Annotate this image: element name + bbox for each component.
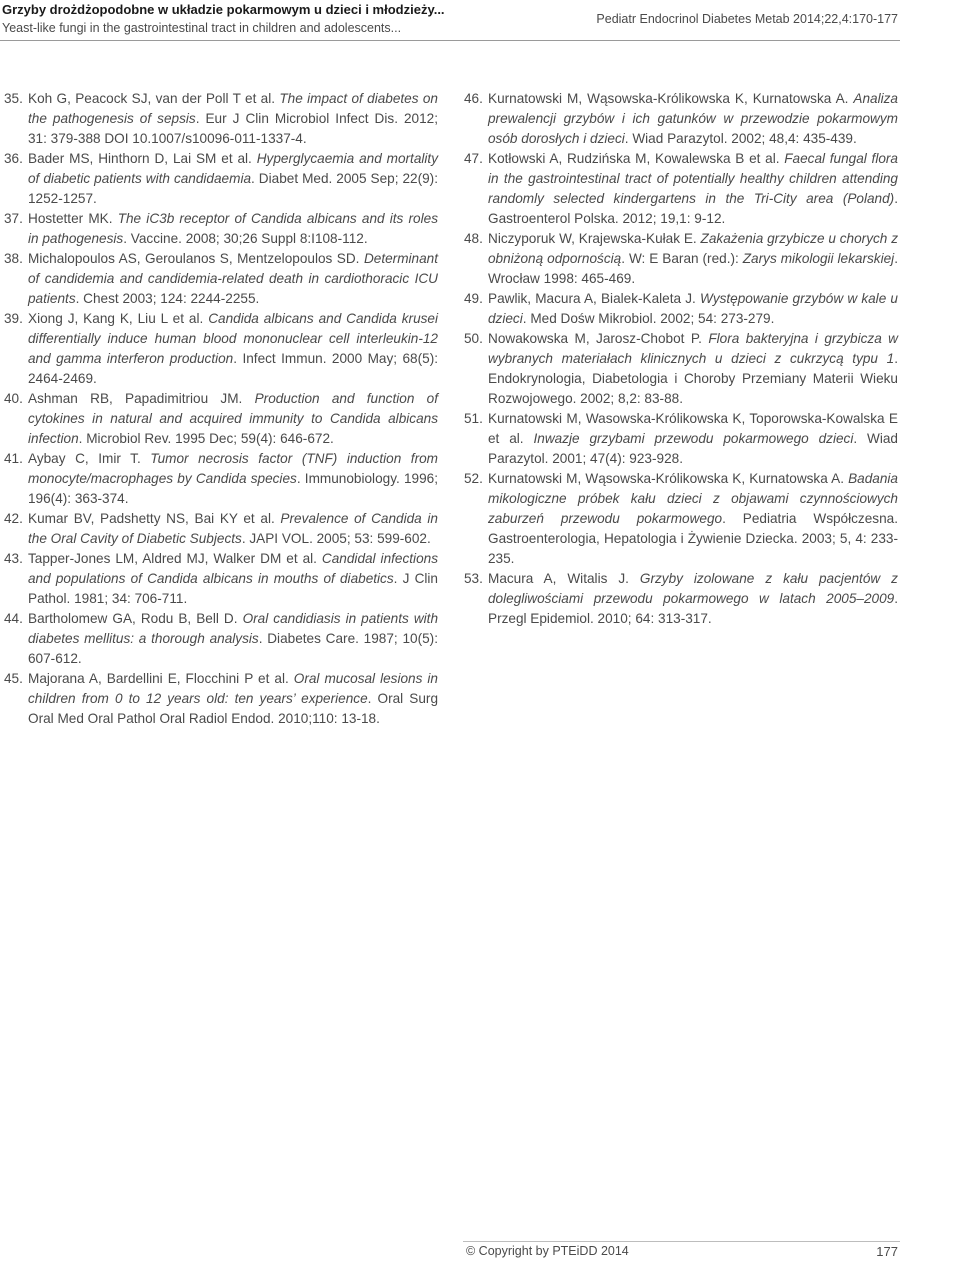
reference-source: . Microbiol Rev. 1995 Dec; 59(4): 646-672. <box>78 431 334 446</box>
reference-number: 49. <box>464 291 483 306</box>
reference-number: 40. <box>4 391 23 406</box>
reference-title: Hyperglycaemia and mortality of diabetic patients with candidaemia <box>28 151 439 186</box>
reference-item <box>4 389 438 449</box>
reference-authors: Koh G, Peacock SJ, van der Poll T et al. <box>28 91 280 106</box>
reference-number: 50. <box>464 331 483 346</box>
reference-source: . Immunobiology. 1996; 196(4): 363-374. <box>28 471 438 506</box>
reference-source: . Diabet Med. 2005 Sep; 22(9): 1252-1257. <box>28 171 438 206</box>
reference-authors: Bartholomew GA, Rodu B, Bell D. <box>28 611 243 626</box>
reference-item <box>4 449 438 509</box>
reference-source: . Diabetes Care. 1987; 10(5): 607-612. <box>28 631 438 666</box>
reference-source: . Wiad Parazytol. 2001; 47(4): 923-928. <box>488 431 898 466</box>
reference-number: 52. <box>464 471 483 486</box>
reference-title: The impact of diabetes on the pathogenesis of sepsis <box>28 91 438 126</box>
reference-title: Badania mikologiczne próbek kału dzieci z objawami czynnościowych zaburzeń przewodu pokarmowego <box>488 471 898 526</box>
reference-title: Występowanie grzybów w kale u dzieci <box>488 291 898 326</box>
reference-title: Oral candidiasis in patients with diabetes mellitus: a thorough analysis <box>28 611 438 646</box>
reference-item <box>464 469 898 569</box>
reference-number: 38. <box>4 251 23 266</box>
reference-number: 42. <box>4 511 23 526</box>
reference-authors: Macura A, Witalis J. <box>488 571 640 586</box>
reference-title: The iC3b receptor of Candida albicans and its roles in pathogenesis <box>28 211 438 246</box>
reference-authors: Niczyporuk W, Krajewska-Kułak E. <box>488 231 701 246</box>
journal-citation: Pediatr Endocrinol Diabetes Metab 2014;22,4:170-177 <box>596 12 898 26</box>
reference-item <box>4 149 438 209</box>
reference-source: . Oral Surg Oral Med Oral Pathol Oral Radiol Endod. 2010;110: 13-18. <box>28 691 438 726</box>
copyright-notice: © Copyright by PTEiDD 2014 <box>466 1244 629 1258</box>
reference-authors: Tapper-Jones LM, Aldred MJ, Walker DM et al. <box>28 551 322 566</box>
references-right-column <box>464 89 898 629</box>
reference-number: 48. <box>464 231 483 246</box>
reference-title: Zakażenia grzybicze u chorych z obniżoną odpornością <box>488 231 899 266</box>
reference-title: Prevalence of Candida in the Oral Cavity of Diabetic Subjects <box>28 511 438 546</box>
reference-authors: Michalopoulos AS, Geroulanos S, Mentzelopoulos SD. <box>28 251 364 266</box>
reference-source: . Przegl Epidemiol. 2010; 64: 313-317. <box>488 591 898 626</box>
reference-item <box>464 569 898 629</box>
reference-title: Candidal infections and populations of Candida albicans in mouths of diabetics <box>28 551 438 586</box>
reference-authors: Kurnatowski M, Wąsowska-Królikowska K, Kurnatowska A. <box>488 91 854 106</box>
reference-item <box>4 549 438 609</box>
reference-number: 53. <box>464 571 483 586</box>
references-left-column <box>4 89 438 729</box>
reference-source: . Endokrynologia, Diabetologia i Choroby Przemiany Materii Wieku Rozwojowego. 2002; 8,2: 83-88. <box>488 351 898 406</box>
reference-source: . W: E Baran (red.): <box>621 251 743 266</box>
page-number: 177 <box>876 1244 898 1259</box>
reference-source: . J Clin Pathol. 1981; 34: 706-711. <box>28 571 438 606</box>
reference-title: Faecal fungal flora in the gastrointestinal tract of potentially healthy children attending randomly selected kindergartens in the Tri-City area (Poland) <box>488 151 898 206</box>
reference-number: 37. <box>4 211 23 226</box>
reference-item <box>4 669 438 729</box>
reference-source: . Infect Immun. 2000 May; 68(5): 2464-2469. <box>28 351 438 386</box>
reference-book-title: Zarys mikologii lekarskiej <box>742 251 895 266</box>
reference-number: 46. <box>464 91 483 106</box>
reference-number: 45. <box>4 671 23 686</box>
reference-title: Production and function of cytokines in natural and acquired immunity to Candida albicans infection <box>28 391 438 446</box>
reference-source: . Pediatria Współczesna. Gastroenterologia, Hepatologia i Żywienie Dziecka. 2003; 5, 4: 233-235. <box>488 511 898 566</box>
reference-item <box>464 149 898 229</box>
reference-number: 44. <box>4 611 23 626</box>
header-subtitle: Yeast-like fungi in the gastrointestinal tract in children and adolescents... <box>2 21 402 35</box>
reference-number: 35. <box>4 91 23 106</box>
reference-authors: Kurnatowski M, Wąsowska-Królikowska K, Kurnatowska A. <box>488 471 849 486</box>
reference-item <box>4 249 438 309</box>
reference-number: 41. <box>4 451 23 466</box>
reference-item <box>464 289 898 329</box>
reference-title: Flora bakteryjna i grzybicza w wybranych materiałach klinicznych u dzieci z cukrzycą typu 1 <box>488 331 898 366</box>
reference-authors: Aybay C, Imir T. <box>28 451 151 466</box>
reference-title: Analiza prewalencji grzybów i ich gatunków w przewodzie pokarmowym osób dorosłych i dzieci <box>488 91 898 146</box>
reference-title: Candida albicans and Candida krusei differentially induce human blood mononuclear cell interleukin-12 and gamma interferon production <box>28 311 439 366</box>
reference-number: 43. <box>4 551 23 566</box>
reference-authors: Pawlik, Macura A, Bialek-Kaleta J. <box>488 291 700 306</box>
reference-number: 36. <box>4 151 23 166</box>
reference-source: . Chest 2003; 124: 2244-2255. <box>75 291 260 306</box>
reference-item <box>4 509 438 549</box>
reference-source: . Gastroenterol Polska. 2012; 19,1: 9-12. <box>488 191 898 226</box>
reference-authors: Kumar BV, Padshetty NS, Bai KY et al. <box>28 511 281 526</box>
header-title: Grzyby drożdżopodobne w układzie pokarmowym u dzieci i młodzieży... <box>2 2 445 17</box>
reference-source: . Eur J Clin Microbiol Infect Dis. 2012; 31: 379-388 DOI 10.1007/s10096-011-1337-4. <box>28 111 438 146</box>
reference-number: 47. <box>464 151 483 166</box>
reference-source-end: . Wrocław 1998: 465-469. <box>488 251 898 286</box>
reference-title: Grzyby izolowane z kału pacjentów z dolegliwościami przewodu pokarmowego w latach 2005–2009 <box>488 571 898 606</box>
reference-authors: Xiong J, Kang K, Liu L et al. <box>28 311 209 326</box>
reference-source: . Wiad Parazytol. 2002; 48,4: 435-439. <box>624 131 857 146</box>
reference-item <box>464 89 898 149</box>
reference-authors: Majorana A, Bardellini E, Flocchini P et al. <box>28 671 294 686</box>
reference-authors: Kotłowski A, Rudzińska M, Kowalewska B et al. <box>488 151 785 166</box>
reference-authors: Kurnatowski M, Wasowska-Królikowska K, Toporowska-Kowalska E et al. <box>488 411 898 446</box>
header-divider <box>0 40 900 41</box>
footer-divider <box>463 1241 900 1242</box>
reference-title: Tumor necrosis factor (TNF) induction from monocyte/macrophages by Candida species <box>28 451 438 486</box>
reference-source: . Vaccine. 2008; 30;26 Suppl 8:I108-112. <box>123 231 368 246</box>
reference-item <box>464 229 898 289</box>
reference-authors: Nowakowska M, Jarosz-Chobot P. <box>488 331 709 346</box>
reference-authors: Ashman RB, Papadimitriou JM. <box>28 391 255 406</box>
reference-item <box>4 309 438 389</box>
reference-number: 39. <box>4 311 23 326</box>
reference-item <box>464 329 898 409</box>
reference-number: 51. <box>464 411 483 426</box>
reference-authors: Hostetter MK. <box>28 211 118 226</box>
reference-title: Inwazje grzybami przewodu pokarmowego dzieci <box>533 431 854 446</box>
reference-title: Determinant of candidemia and candidemia-related death in cardiothoracic ICU patients <box>28 251 438 306</box>
reference-item <box>4 209 438 249</box>
reference-item <box>4 89 438 149</box>
running-header <box>2 0 522 38</box>
reference-title: Oral mucosal lesions in children from 0 to 12 years old: ten years’ experience <box>28 671 438 706</box>
reference-item <box>4 609 438 669</box>
reference-item <box>464 409 898 469</box>
reference-source: . Med Dośw Mikrobiol. 2002; 54: 273-279. <box>522 311 775 326</box>
reference-source: . JAPI VOL. 2005; 53: 599-602. <box>241 531 431 546</box>
reference-authors: Bader MS, Hinthorn D, Lai SM et al. <box>28 151 257 166</box>
